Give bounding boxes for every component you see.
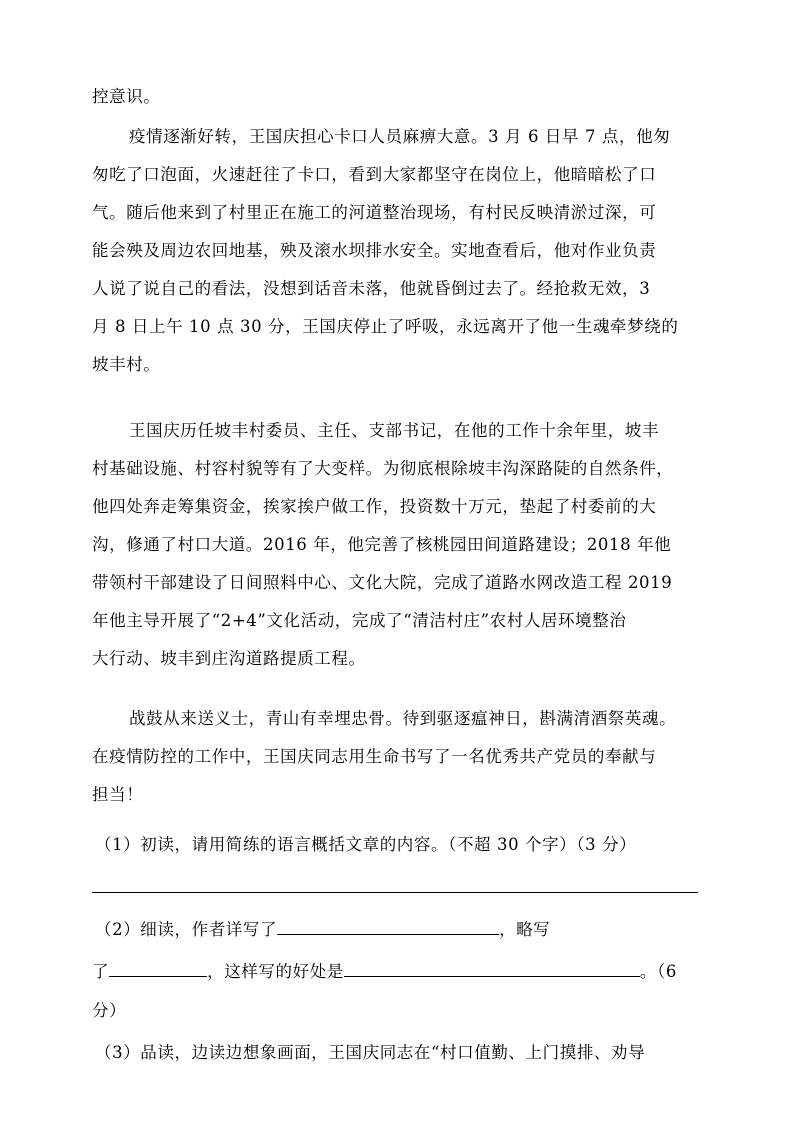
article-line: 匆吃了口泡面，火速赶往了卡口，看到大家都坚守在岗位上，他暗暗松了口 (92, 165, 657, 184)
article-line: 村基础设施、村容村貌等有了大变样。为彻底根除坡丰沟深路陡的自然条件， (92, 459, 674, 478)
question-2-text: 了 (92, 962, 110, 981)
article-line: 在疫情防控的工作中，王国庆同志用生命书写了一名优秀共产党员的奉献与 (92, 747, 657, 766)
article-line: 控意识。 (92, 87, 161, 106)
question-2-text: （2）细读，作者详写了 (95, 920, 278, 939)
question-1: （1）初读，请用简练的语言概括文章的内容。（不超 30 个字）（3 分） (95, 835, 637, 854)
question-2-text: ，略写 (499, 920, 551, 939)
article-line: 沟，修通了村口大道。2016 年，他完善了核桃园田间道路建设；2018 年他 (92, 535, 672, 554)
article-line: 人说了说自己的看法，没想到话音未落，他就昏倒过去了。经抢救无效，3 (92, 279, 651, 298)
article-line: 战鼓从来送义士，青山有幸埋忠骨。待到驱逐瘟神日，斟满清酒祭英魂。 (129, 709, 677, 728)
article-line: 他四处奔走筹集资金，挨家挨户做工作，投资数十万元，垫起了村委前的大 (92, 497, 657, 516)
article-line: 气。随后他来到了村里正在施工的河道整治现场，有村民反映清淤过深，可 (92, 203, 657, 222)
question-3: （3）品读，边读边想象画面，王国庆同志在“村口值勤、上门摸排、劝导 (95, 1043, 646, 1062)
article-line: 月 8 日上午 10 点 30 分，王国庆停止了呼吸，永远离开了他一生魂牵梦绕的 (92, 317, 679, 336)
answer-line-q1[interactable] (92, 892, 698, 893)
question-2-text: ，这样写的好处是 (207, 962, 344, 981)
article-line: 王国庆历任坡丰村委员、主任、支部书记，在他的工作十余年里，坡丰 (129, 421, 660, 440)
answer-blank-detailed[interactable] (277, 918, 499, 935)
question-2-line-1 (95, 918, 550, 941)
article-line: 担当！ (92, 785, 144, 804)
answer-blank-benefit[interactable] (344, 960, 640, 977)
article-line: 疫情逐渐好转，王国庆担心卡口人员麻痹大意。3 月 6 日早 7 点，他匆 (129, 127, 671, 146)
article-line: 年他主导开展了“2+4”文化活动，完成了“清洁村庄”农村人居环境整治 (92, 611, 627, 630)
question-2-line-3: 分） (92, 1001, 127, 1020)
question-2-line-2 (92, 960, 677, 983)
article-line: 大行动、坡丰到庄沟道路提质工程。 (92, 649, 366, 668)
answer-blank-brief[interactable] (109, 960, 207, 977)
article-line: 带领村干部建设了日间照料中心、文化大院，完成了道路水网改造工程 2019 (92, 573, 673, 592)
article-line: 坡丰村。 (92, 355, 161, 374)
question-2-text: 。（6 (639, 962, 677, 981)
article-line: 能会殃及周边农回地基，殃及滚水坝排水安全。实地查看后，他对作业负责 (92, 241, 657, 260)
